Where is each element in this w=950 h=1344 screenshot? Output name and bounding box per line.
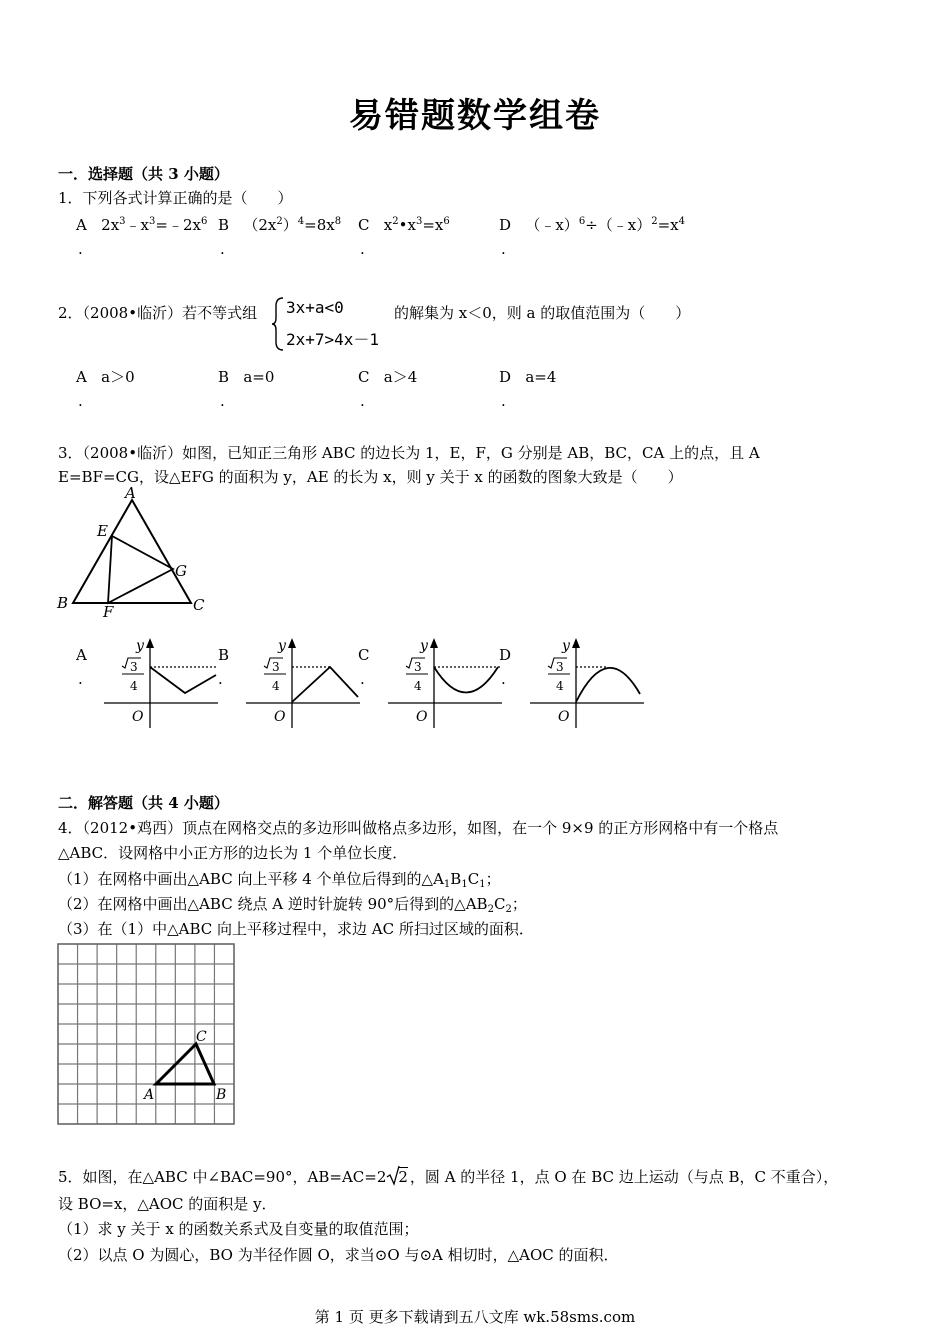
page-title: 易错题数学组卷 — [349, 96, 601, 136]
q2-option-c: C a＞4 — [358, 368, 418, 386]
sqrt-2: 2 — [386, 1166, 408, 1188]
q3-option-c-letter: C — [358, 646, 370, 664]
page-footer: 第 1 页 更多下载请到五八文库 wk.58sms.com — [314, 1308, 636, 1326]
label-b: B — [57, 594, 69, 612]
graph-option-a — [100, 636, 218, 728]
system-brace — [270, 296, 286, 352]
dot-marker: . — [220, 240, 225, 258]
label-a: A — [125, 486, 136, 502]
grid-label-b: B — [216, 1087, 227, 1103]
question-3-line-1: 3．（2008•临沂）如图，已知正三角形 ABC 的边长为 1，E，F，G 分别是 AB，BC，CA 上的点，且 A — [58, 444, 760, 462]
question-4-line-2: △ABC．设网格中小正方形的边长为 1 个单位长度． — [58, 844, 408, 862]
graph-option-b — [242, 636, 360, 728]
dot-marker: . — [501, 670, 506, 688]
system-line-2: 2x+7>4x－1 — [286, 330, 380, 349]
grid-label-a: A — [144, 1087, 155, 1103]
dot-marker: . — [360, 392, 365, 410]
q2-option-b: B a=0 — [218, 368, 275, 386]
question-4-part-3: （3）在（1）中△ABC 向上平移过程中，求边 AC 所扫过区域的面积． — [58, 920, 534, 938]
equilateral-triangle-figure — [55, 486, 215, 618]
sqrt-radicand: 3 — [130, 660, 138, 674]
graph-option-d — [526, 636, 644, 728]
axis-y-label: y — [420, 638, 428, 654]
axis-y-label: y — [278, 638, 286, 654]
denominator-4: 4 — [556, 679, 564, 693]
label-f: F — [103, 603, 114, 618]
dot-marker: . — [360, 670, 365, 688]
q3-option-a-letter: A — [76, 646, 87, 664]
dot-marker: . — [78, 392, 83, 410]
q3-option-d-letter: D — [499, 646, 512, 664]
grid-label-c: C — [196, 1029, 207, 1045]
q3-option-b-letter: B — [218, 646, 230, 664]
dot-marker: . — [78, 670, 83, 688]
grid-figure — [56, 942, 238, 1128]
label-e: E — [97, 522, 108, 540]
axis-y-label: y — [136, 638, 144, 654]
dot-marker: . — [220, 392, 225, 410]
denominator-4: 4 — [272, 679, 280, 693]
graph-option-c — [384, 636, 502, 728]
question-5-part-2: （2）以点 O 为圆心，BO 为半径作圆 O，求当⊙O 与⊙A 相切时，△AOC 的面积． — [58, 1246, 619, 1264]
question-5-part-1: （1）求 y 关于 x 的函数关系式及自变量的取值范围； — [58, 1220, 419, 1238]
section-heading-choice: 一．选择题（共 3 小题） — [58, 165, 229, 183]
q2-option-d: D a=4 — [499, 368, 557, 386]
q1-option-a: A $2x^3﹣x^3=﹣2x^6$ — [76, 216, 208, 234]
question-2-stem-before: 2．（2008•临沂）若不等式组 — [58, 304, 258, 322]
dot-marker: . — [501, 392, 506, 410]
label-c: C — [193, 596, 205, 614]
sqrt-radicand: 3 — [556, 660, 564, 674]
sqrt-radicand: 3 — [414, 660, 422, 674]
origin-label: O — [416, 709, 428, 725]
question-2-stem-after: 的解集为 x＜0，则 a 的取值范围为（ ） — [394, 304, 691, 322]
q1-option-d: D $(﹣x)^6\div(﹣x)^2=x^4$ — [499, 216, 685, 234]
origin-label: O — [274, 709, 286, 725]
denominator-4: 4 — [414, 679, 422, 693]
sqrt-radicand: 3 — [272, 660, 280, 674]
question-5-line-1: 5．如图，在△ABC 中∠BAC=90°，AB=AC=2 2 ，圆 A 的半径 1，点 O 在 BC 边上运动（与点 B，C 不重合）， — [58, 1168, 839, 1186]
label-g: G — [175, 562, 187, 580]
dot-marker: . — [501, 240, 506, 258]
section-heading-answer: 二．解答题（共 4 小题） — [58, 794, 229, 812]
q2-option-a: A a＞0 — [76, 368, 135, 386]
system-line-1: 3x+a<0 — [286, 298, 344, 317]
question-1-stem: 1．下列各式计算正确的是（ ） — [58, 189, 293, 207]
dot-marker: . — [218, 670, 223, 688]
question-4-part-1: （1）在网格中画出△ABC 向上平移 4 个单位后得到的$\triangle A_1B_1C_1$； — [58, 870, 501, 890]
q1-option-b: B $(2x^2)^4=8x^8$ — [218, 216, 342, 234]
dot-marker: . — [78, 240, 83, 258]
q1-option-c: C $x^2•x^3=x^6$ — [358, 216, 450, 234]
question-4-part-2: （2）在网格中画出△ABC 绕点 A 逆时针旋转 90°后得到的$\triangle AB_2C_2$； — [58, 895, 527, 915]
origin-label: O — [558, 709, 570, 725]
origin-label: O — [132, 709, 144, 725]
dot-marker: . — [360, 240, 365, 258]
axis-y-label: y — [562, 638, 570, 654]
question-3-line-2: E=BF=CG，设△EFG 的面积为 y，AE 的长为 x，则 y 关于 x 的函数的图象大致是（ ） — [58, 468, 683, 486]
denominator-4: 4 — [130, 679, 138, 693]
question-5-line-2: 设 BO=x，△AOC 的面积是 y． — [58, 1195, 277, 1213]
question-4-line-1: 4．（2012•鸡西）顶点在网格交点的多边形叫做格点多边形，如图，在一个 9×9 的正方形网格中有一个格点 — [58, 819, 779, 837]
